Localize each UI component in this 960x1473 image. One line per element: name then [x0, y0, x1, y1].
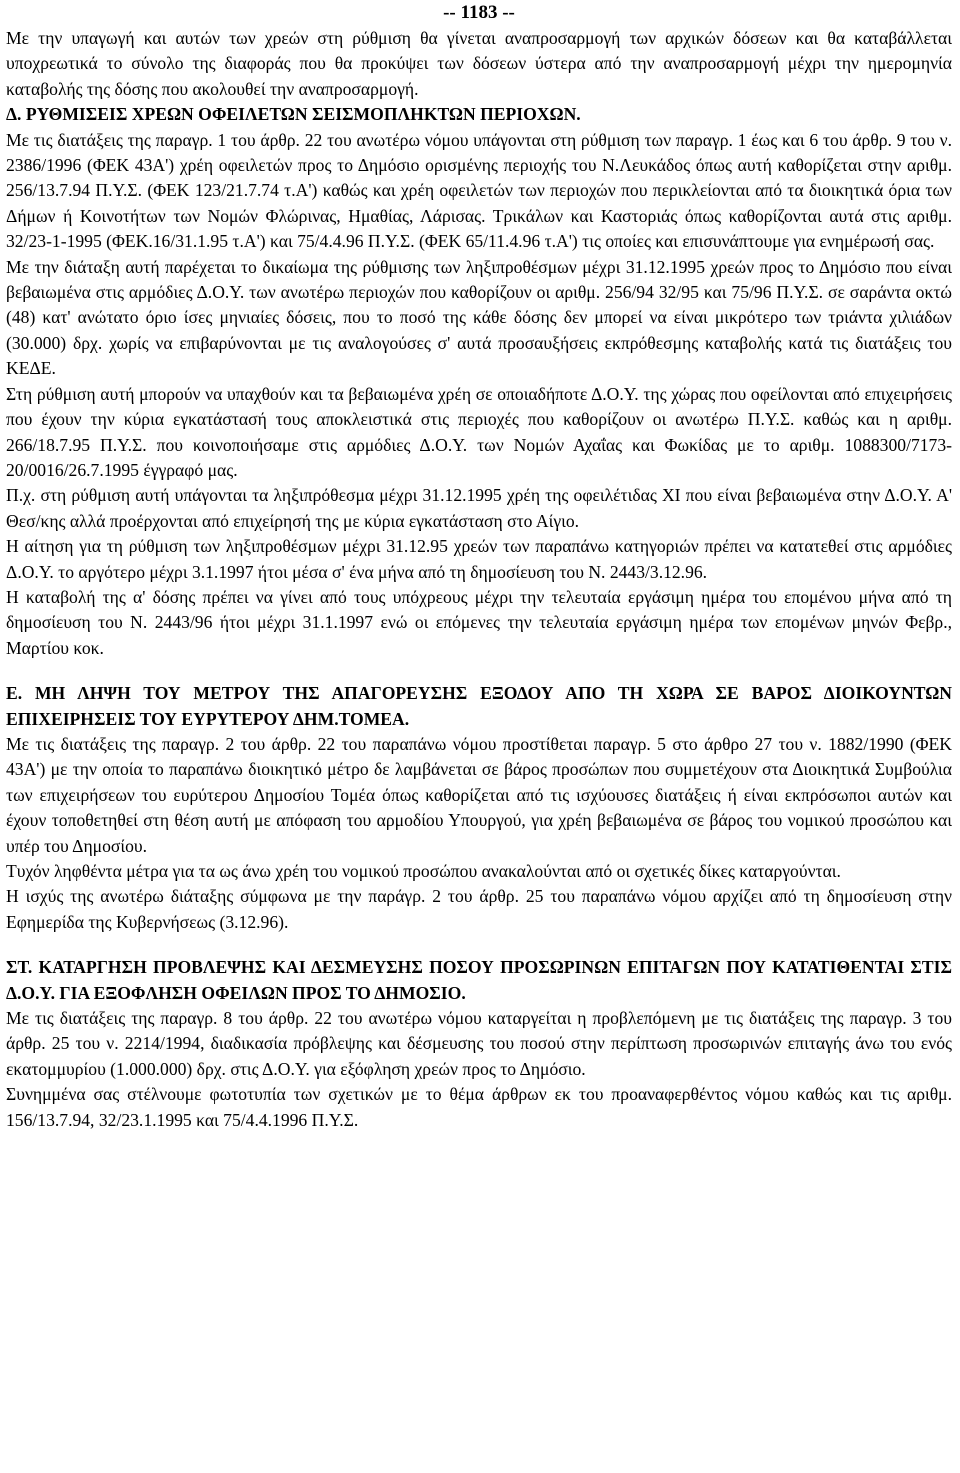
section-gap — [6, 661, 952, 681]
paragraph: Η καταβολή της α' δόσης πρέπει να γίνει από τους υπόχρεους μέχρι την τελευταία εργάσιμη ημέρα του επομένου μήνα από τη δημοσίευση του Ν. 2443/96 ήτοι μέχρι 31.1.1997 ενώ οι επόμενες την τελευταία εργάσιμη ημέρα των επομένων μηνών Φεβρ., Μαρτίου κοκ. — [6, 586, 952, 658]
paragraph: Στη ρύθμιση αυτή μπορούν να υπαχθούν και τα βεβαιωμένα χρέη σε οποιαδήποτε Δ.Ο.Υ. της χώρας που οφείλονται από επιχειρήσεις που έχουν την κύρια εγκατάστασή τους αποκλειστικά στις περιοχές που καθορίζουν οι ανωτέρω Π.Υ.Σ. καθώς και η αριθμ. 266/18.7.95 Π.Υ.Σ. που κοινοποιήσαμε στις αρμόδιες Δ.Ο.Υ. των Νομών Αχαΐας και Φωκίδας με το αριθμ. 1088300/7173-20/0016/26.7.1995 έγγραφό μας. — [6, 383, 952, 480]
paragraph: Τυχόν ληφθέντα μέτρα για τα ως άνω χρέη του νομικού προσώπου ανακαλούνται από οι σχετικές δίκες καταργούνται. — [6, 861, 841, 881]
paragraph: Η αίτηση για τη ρύθμιση των ληξιπροθέσμων μέχρι 31.12.95 χρεών των παραπάνω κατηγοριών πρέπει να κατατεθεί στις αρμόδιες Δ.Ο.Υ. το αργότερο μέχρι 3.1.1997 ήτοι μέσα σ' ένα μήνα από τη δημοσίευση του Ν. 2443/3.12.96. — [6, 536, 952, 582]
page-number: -- 1183 -- — [443, 2, 515, 23]
paragraph: Με τις διατάξεις της παραγρ. 2 του άρθρ. 22 του παραπάνω νόμου προστίθεται παραγρ. 5 στο άρθρο 27 του ν. 1882/1990 (ΦΕΚ 43Α') με την οποία το παραπάνω διοικητικό μέτρο δε λαμβάνεται σε βάρος προσώπων που συμμετέχουν στα Διοικητικά Συμβούλια των επιχειρήσεων του ευρύτερου Δημοσίου Τομέα όπως καθορίζεται από τις ισχύουσες διατάξεις ή είναι εκπρόσωποι αυτών και έχουν τοποθετηθεί στη θέση αυτή με απόφαση του αρμοδίου Υπουργού, για χρέη βεβαιωμένα σε βάρος του νομικού προσώπου και υπέρ του Δημοσίου. — [6, 733, 952, 856]
paragraph: Με τις διατάξεις της παραγρ. 1 του άρθρ. 22 του ανωτέρω νόμου υπάγονται στη ρύθμιση των παραγρ. 1 έως και 6 του άρθρ. 9 του ν. 2386/1996 (ΦΕΚ 43Α') χρέη οφειλετών προς το Δημόσιο ορισμένης περιοχής του Ν.Λευκάδος όπως αυτή καθορίζεται στην αριθμ. 256/13.7.94 Π.Υ.Σ. (ΦΕΚ 123/21.7.74 τ.Α') καθώς και χρέη οφειλετών των περιοχών που περικλείονται από τα διοικητικά όρια των Δήμων ή Κοινοτήτων των Νομών Φλώρινας, Ημαθίας, Λάρισας. Τρικάλων και Καστοριάς όπως καθορίζονται αυτά στις αριθμ. 32/23-1-1995 (ΦΕΚ.16/31.1.95 τ.Α') και 75/4.4.96 Π.Υ.Σ. (ΦΕΚ 65/11.4.96 τ.Α') τις οποίες και επισυνάπτουμε για ενημέρωσή σας. — [6, 129, 952, 252]
paragraph: Με την διάταξη αυτή παρέχεται το δικαίωμα της ρύθμισης των ληξιπροθέσμων μέχρι 31.12.1995 χρεών προς το Δημόσιο που είναι βεβαιωμένα στις αρμόδιες Δ.Ο.Υ. των ανωτέρω περιοχών που καθορίζουν οι αριθμ. 256/94 32/95 και 75/96 Π.Υ.Σ. σε σαράντα οκτώ (48) κατ' ανώτατο όριο ίσες μηνιαίες δόσεις, που το ποσό της κάθε δόσης δεν μπορεί να είναι μικρότερο των τριάντα χιλιάδων (30.000) δρχ. χωρίς να επιβαρύνονται με τις αναλογούσες σ' αυτά προσαυξήσεις εκπρόθεσμης καταβολής κατά τις διατάξεις του ΚΕΔΕ. — [6, 256, 952, 379]
section-heading-e: Ε. ΜΗ ΛΗΨΗ ΤΟΥ ΜΕΤΡΟΥ ΤΗΣ ΑΠΑΓΟΡΕΥΣΗΣ ΕΞΟΔΟΥ ΑΠΟ ΤΗ ΧΩΡΑ ΣΕ ΒΑΡΟΣ ΔΙΟΙΚΟΥΝΤΩΝ ΕΠΙΧΕΙΡΗΣΕΙΣ ΤΟΥ ΕΥΡΥΤΕΡΟΥ ΔΗΜ.ΤΟΜΕΑ. — [6, 683, 952, 729]
section-gap — [6, 935, 952, 955]
section-heading-d: Δ. ΡΥΘΜΙΣΕΙΣ ΧΡΕΩΝ ΟΦΕΙΛΕΤΩΝ ΣΕΙΣΜΟΠΛΗΚΤΩΝ ΠΕΡΙΟΧΩΝ. — [6, 104, 581, 125]
paragraph: Με τις διατάξεις της παραγρ. 8 του άρθρ. 22 του ανωτέρω νόμου καταργείται η προβλεπόμενη με τις διατάξεις της παραγρ. 3 του άρθρ. 25 του ν. 2214/1994, διαδικασία πρόβλεψης και δέσμευσης του ποσού στην περίπτωση προσωρινών επιταγής άνω του ενός εκατομμυρίου (1.000.000) δρχ. στις Δ.Ο.Υ. για εξόφληση χρεών προς το Δημόσιο. — [6, 1008, 952, 1079]
paragraph: Π.χ. στη ρύθμιση αυτή υπάγονται τα ληξιπρόθεσμα μέχρι 31.12.1995 χρέη της οφειλέτιδας ΧΙ που είναι βεβαιωμένα στην Δ.Ο.Υ. Α' Θεσ/κης αλλά προέρχονται από επιχείρησή της με κύρια εγκατάσταση στο Αίγιο. — [6, 485, 952, 531]
paragraph: Συνημμένα σας στέλνουμε φωτοτυπία των σχετικών με το θέμα άρθρων εκ του προαναφερθέντος νόμου καθώς και τις αριθμ. 156/13.7.94, 32/23.1.1995 και 75/4.4.1996 Π.Υ.Σ. — [6, 1084, 952, 1130]
paragraph: Με την υπαγωγή και αυτών των χρεών στη ρύθμιση θα γίνεται αναπροσαρμογή των αρχικών δόσεων και θα καταβάλλεται υποχρεωτικά το σύνολο της διαφοράς που θα προκύψει των δόσεων ύστερα από την αναπροσαρμογή μέχρι την ημερομηνία καταβολής της δόσης που ακολουθεί την αναπροσαρμογή. — [6, 28, 952, 99]
paragraph: Η ισχύς της ανωτέρω διάταξης σύμφωνα με την παράγρ. 2 του άρθρ. 25 του παραπάνω νόμου αρχίζει από τη δημοσίευση στην Εφημερίδα της Κυβερνήσεως (3.12.96). — [6, 886, 952, 932]
section-heading-st: ΣΤ. ΚΑΤΑΡΓΗΣΗ ΠΡΟΒΛΕΨΗΣ ΚΑΙ ΔΕΣΜΕΥΣΗΣ ΠΟΣΟΥ ΠΡΟΣΩΡΙΝΩΝ ΕΠΙΤΑΓΩΝ ΠΟΥ ΚΑΤΑΤΙΘΕΝΤΑΙ ΣΤΙΣ Δ.Ο.Υ. ΓΙΑ ΕΞΟΦΛΗΣΗ ΟΦΕΙΛΩΝ ΠΡΟΣ ΤΟ ΔΗΜΟΣΙΟ. — [6, 957, 952, 1003]
